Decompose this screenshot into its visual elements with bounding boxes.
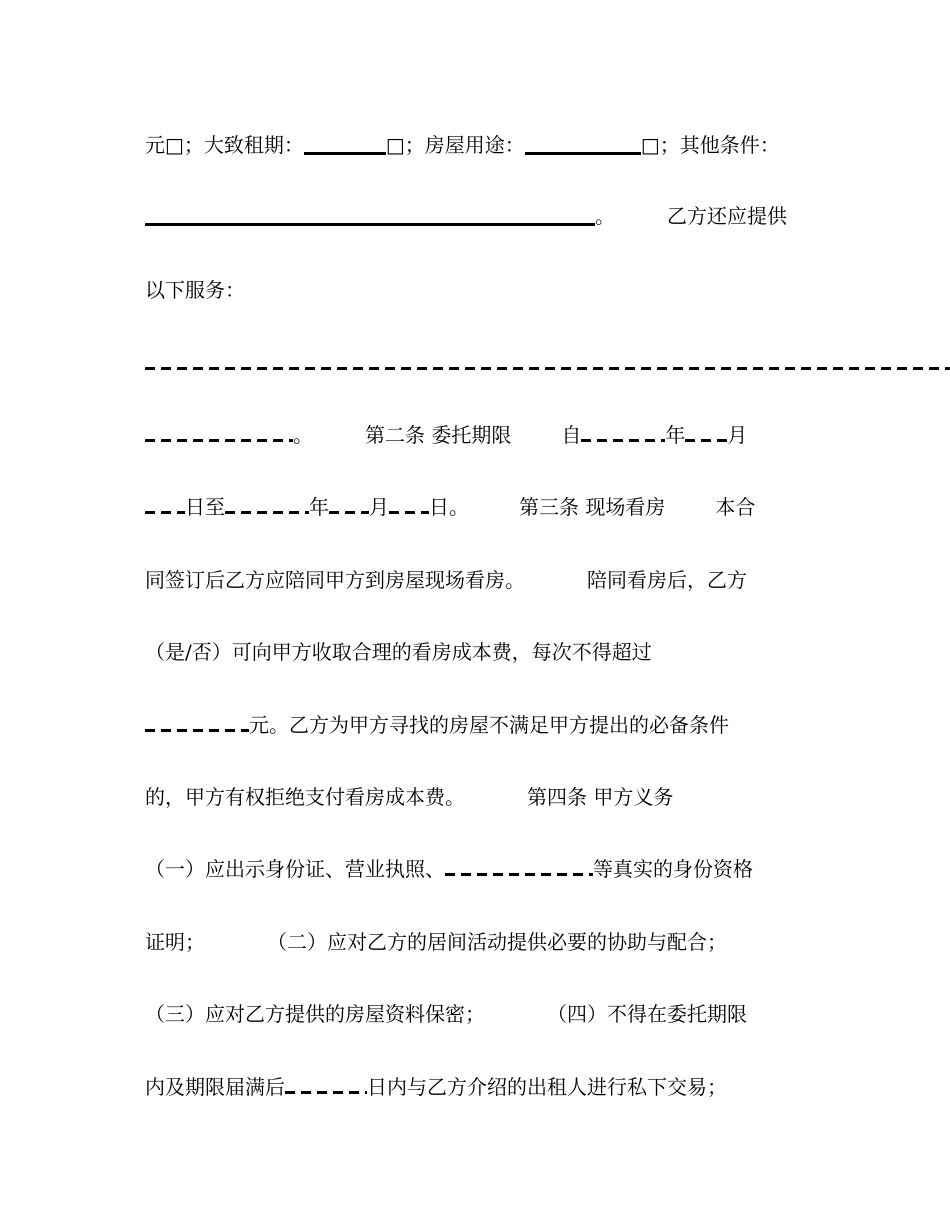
text-segment: 年 — [309, 495, 329, 519]
text-line-7 — [145, 566, 747, 594]
text-segment: （三）应对乙方提供的房屋资料保密； — [145, 1002, 485, 1026]
fill-blank-end-year[interactable] — [225, 494, 309, 514]
section-heading: 第二条 委托期限 — [365, 423, 512, 447]
text-segment: □；其他条件： — [640, 133, 780, 157]
text-segment: 。 — [293, 423, 313, 447]
text-line-3 — [145, 276, 245, 304]
text-line-1 — [145, 131, 780, 159]
fill-blank-id-documents[interactable] — [445, 856, 593, 876]
text-line-13 — [145, 1000, 747, 1028]
text-segment: 本合 — [715, 495, 756, 519]
fill-blank-services[interactable] — [145, 350, 950, 370]
text-segment: 元。乙方为甲方寻找的房屋不满足甲方提出的必备条件 — [249, 713, 729, 737]
text-segment: （是/否）可向甲方收取合理的看房成本费，每次不得超过 — [145, 640, 652, 664]
text-segment: 以下服务： — [145, 278, 245, 302]
text-segment: 证明； — [145, 930, 205, 954]
text-line-2 — [145, 202, 787, 230]
text-segment: （四）不得在委托期限 — [547, 1002, 747, 1026]
fill-blank-start-year[interactable] — [581, 422, 665, 442]
text-segment: 日。 — [429, 495, 469, 519]
text-segment: 元□；大致租期： — [145, 133, 304, 157]
text-segment: 月 — [369, 495, 389, 519]
text-segment: 自 — [561, 423, 582, 447]
section-heading: 第三条 现场看房 — [519, 495, 666, 519]
text-line-10 — [145, 783, 673, 811]
text-segment: 乙方还应提供 — [667, 204, 787, 228]
fill-blank-days-after[interactable] — [285, 1074, 367, 1094]
fill-blank-services-cont[interactable] — [145, 422, 293, 442]
fill-blank-end-month[interactable] — [329, 494, 369, 514]
text-segment: 的，甲方有权拒绝支付看房成本费。 — [145, 785, 465, 809]
fill-blank-start-day[interactable] — [145, 494, 185, 514]
text-segment: 日内与乙方介绍的出租人进行私下交易； — [367, 1075, 727, 1099]
text-segment: 等真实的身份资格 — [593, 857, 753, 881]
text-line-9 — [145, 711, 729, 739]
text-line-14 — [145, 1073, 727, 1101]
text-line-6 — [145, 493, 755, 521]
text-segment: 陪同看房后，乙方 — [587, 568, 747, 592]
text-line-12 — [145, 928, 727, 956]
text-segment: 。 — [595, 204, 615, 228]
text-line-5 — [145, 421, 747, 449]
text-line-11 — [145, 855, 753, 883]
section-heading: 第四条 甲方义务 — [527, 785, 674, 809]
text-segment: （一）应出示身份证、营业执照、 — [145, 857, 445, 881]
fill-blank-other-conditions[interactable] — [145, 203, 595, 226]
text-segment: 日至 — [185, 495, 225, 519]
fill-blank-max-fee[interactable] — [145, 712, 249, 732]
fill-blank-start-month[interactable] — [685, 422, 727, 442]
fill-blank-lease-term[interactable] — [304, 132, 386, 155]
fill-blank-end-day[interactable] — [389, 494, 429, 514]
text-segment: 同签订后乙方应陪同甲方到房屋现场看房。 — [145, 568, 525, 592]
fill-blank-house-use[interactable] — [525, 132, 641, 155]
text-segment: 内及期限届满后 — [145, 1075, 285, 1099]
text-segment: □；房屋用途： — [385, 133, 525, 157]
text-segment: 月 — [727, 423, 748, 447]
text-segment: （二）应对乙方的居间活动提供必要的协助与配合； — [267, 930, 727, 954]
text-line-4 — [145, 349, 950, 377]
text-line-8 — [145, 638, 652, 666]
text-segment: 年 — [665, 423, 686, 447]
